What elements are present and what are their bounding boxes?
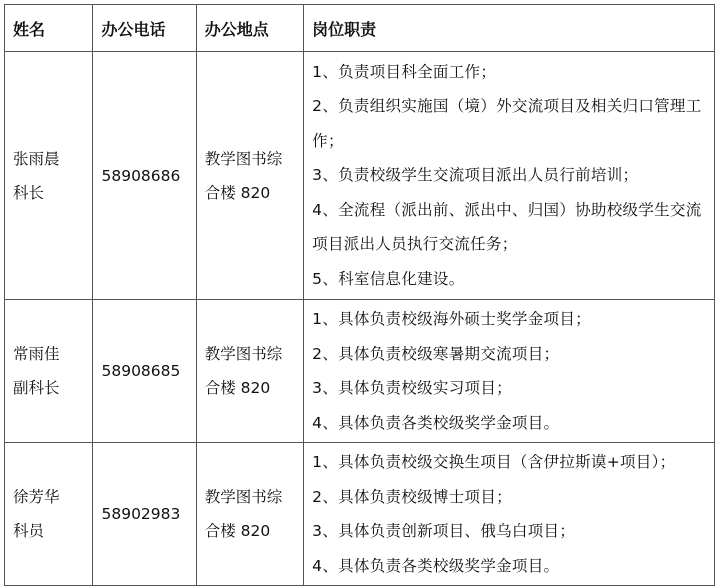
header-duties: 岗位职责 xyxy=(304,5,715,52)
duty-item: 2、负责组织实施国（境）外交流项目及相关归口管理工作； xyxy=(312,97,702,150)
duties-cell xyxy=(304,443,715,586)
duty-item: 4、具体负责各类校级奖学金项目。 xyxy=(312,413,560,432)
duty-item: 1、具体负责校级海外硕士奖学金项目； xyxy=(312,310,591,328)
duties-cell xyxy=(304,52,715,300)
person-name: 张雨晨 xyxy=(13,149,60,168)
table-row xyxy=(5,52,715,300)
name-cell xyxy=(5,443,93,586)
name-cell xyxy=(5,300,93,443)
phone-cell: 58908686 xyxy=(93,52,196,300)
staff-table xyxy=(4,4,715,586)
person-title: 科员 xyxy=(13,522,45,540)
duty-item: 1、负责项目科全面工作； xyxy=(312,62,497,81)
person-name: 徐芳华 xyxy=(13,488,60,506)
location-line: 教学图书综 xyxy=(204,488,283,506)
header-location: 办公地点 xyxy=(196,5,303,52)
location-cell xyxy=(196,443,303,586)
person-title: 科长 xyxy=(13,183,45,202)
duty-item: 2、具体负责校级博士项目； xyxy=(312,487,512,506)
table-row xyxy=(5,300,715,443)
location-cell xyxy=(196,300,303,443)
duty-item: 3、具体负责创新项目、俄乌白项目； xyxy=(312,522,576,540)
duties-cell xyxy=(304,300,715,443)
table-row xyxy=(5,443,715,586)
duty-item: 3、负责校级学生交流项目派出人员行前培训； xyxy=(312,166,639,185)
person-name: 常雨佳 xyxy=(13,345,60,363)
duty-item: 2、具体负责校级寒暑期交流项目； xyxy=(312,344,560,363)
location-line: 合楼 820 xyxy=(204,183,271,202)
header-name: 姓名 xyxy=(5,5,93,52)
duty-item: 3、具体负责校级实习项目； xyxy=(312,379,512,397)
name-cell xyxy=(5,52,93,300)
location-cell xyxy=(196,52,303,300)
location-line: 合楼 820 xyxy=(204,379,271,397)
duty-item: 1、具体负责校级交换生项目（含伊拉斯谟+项目）； xyxy=(312,453,676,471)
duty-item: 5、科室信息化建设。 xyxy=(312,269,465,288)
phone-cell: 58908685 xyxy=(93,300,196,443)
header-row xyxy=(5,5,715,52)
person-title: 副科长 xyxy=(13,379,60,397)
location-line: 教学图书综 xyxy=(204,345,283,363)
duty-item: 4、全流程（派出前、派出中、归国）协助校级学生交流项目派出人员执行交流任务； xyxy=(312,200,702,254)
header-phone: 办公电话 xyxy=(93,5,196,52)
location-line: 教学图书综 xyxy=(204,149,283,168)
duty-item: 4、具体负责各类校级奖学金项目。 xyxy=(312,556,560,575)
location-line: 合楼 820 xyxy=(204,522,271,540)
phone-cell: 58902983 xyxy=(93,443,196,586)
